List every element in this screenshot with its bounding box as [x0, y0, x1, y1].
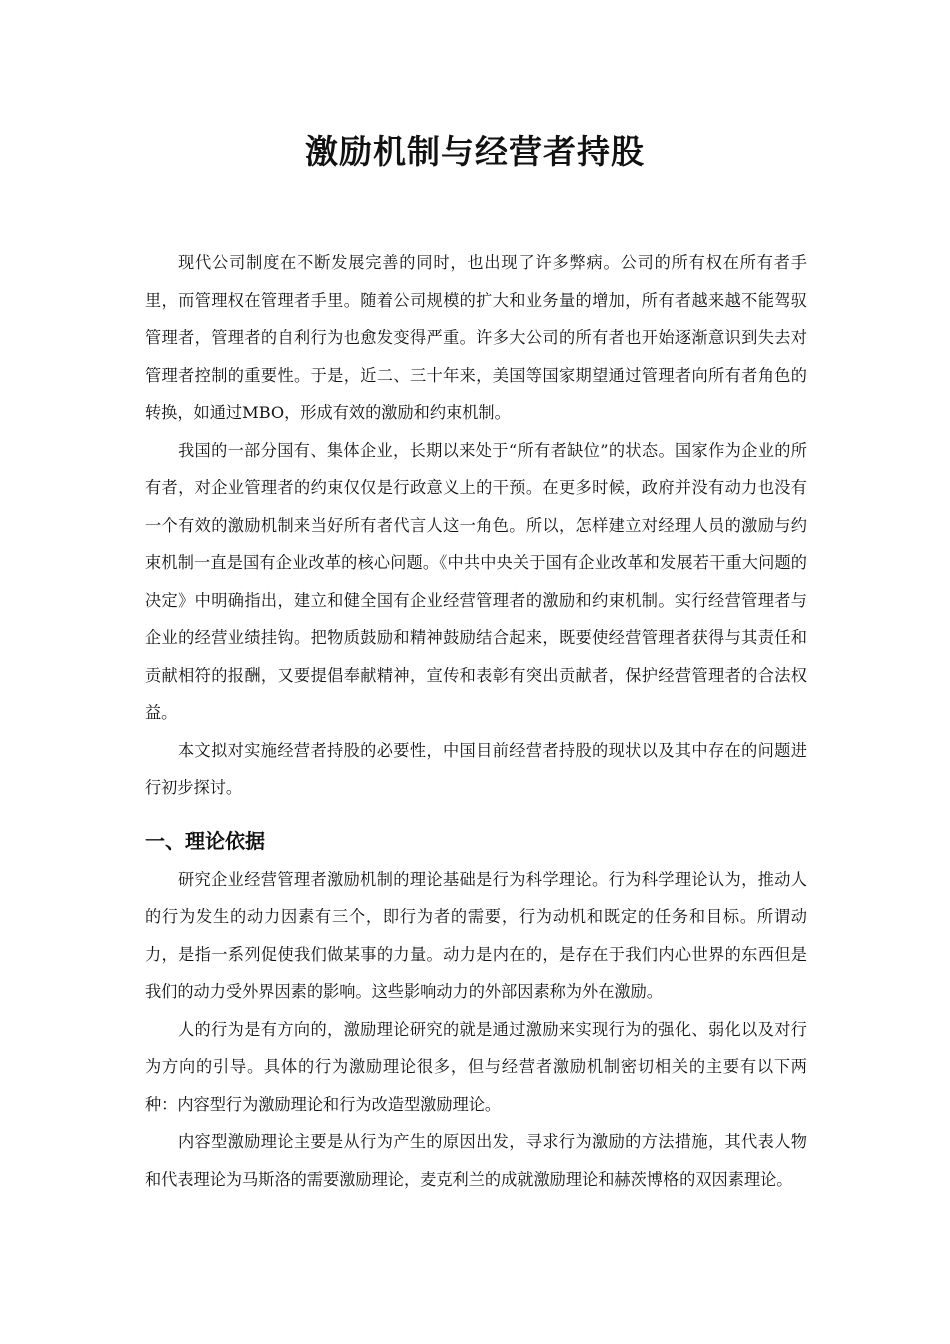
paragraph: 现代公司制度在不断发展完善的同时，也出现了许多弊病。公司的所有权在所有者手里，而管理权在管理者手里。随着公司规模的扩大和业务量的增加，所有者越来越不能驾驭管理者，管理者的自利行为也愈发变得严重。许多大公司的所有者也开始逐渐意识到失去对管理者控制的重要性。于是，近二、三十年来，美国等国家期望通过管理者向所有者角色的转换，如通过MBO，形成有效的激励和约束机制。	[145, 253, 807, 422]
paragraph: 内容型激励理论主要是从行为产生的原因出发，寻求行为激励的方法措施，其代表人物和代表理论为马斯洛的需要激励理论，麦克利兰的成就激励理论和赫茨博格的双因素理论。	[145, 1132, 807, 1189]
document-title: 激励机制与经营者持股	[305, 132, 645, 171]
paragraph: 我国的一部分国有、集体企业，长期以来处于“所有者缺位”的状态。国家作为企业的所有者，对企业管理者的约束仅仅是行政意义上的干预。在更多时候，政府并没有动力也没有一个有效的激励机制来当好所有者代言人这一角色。所以，怎样建立对经理人员的激励与约束机制一直是国有企业改革的核心问题。《中共中央关于国有企业改革和发展若干重大问题的决定》中明确指出，建立和健全国有企业经营管理者的激励和约束机制。实行经营管理者与企业的经营业绩挂钩。把物质鼓励和精神鼓励结合起来，既要使经营管理者获得与其责任和贡献相符的报酬，又要提倡奉献精神，宣传和表彰有突出贡献者，保护经营管理者的合法权益。	[145, 440, 807, 722]
document-body	[145, 244, 807, 1198]
paragraph: 研究企业经营管理者激励机制的理论基础是行为科学理论。行为科学理论认为，推动人的行为发生的动力因素有三个，即行为者的需要，行为动机和既定的任务和目标。所谓动力，是指一系列促使我们做某事的力量。动力是内在的，是存在于我们内心世界的东西但是我们的动力受外界因素的影响。这些影响动力的外部因素称为外在激励。	[145, 869, 807, 1001]
paragraph: 本文拟对实施经营者持股的必要性，中国目前经营者持股的现状以及其中存在的问题进行初步探讨。	[145, 740, 807, 797]
section-heading: 一、理论依据	[145, 828, 265, 853]
paragraph: 人的行为是有方向的，激励理论研究的就是通过激励来实现行为的强化、弱化以及对行为方向的引导。具体的行为激励理论很多，但与经营者激励机制密切相关的主要有以下两种：内容型行为激励理论和行为改造型激励理论。	[145, 1019, 807, 1114]
